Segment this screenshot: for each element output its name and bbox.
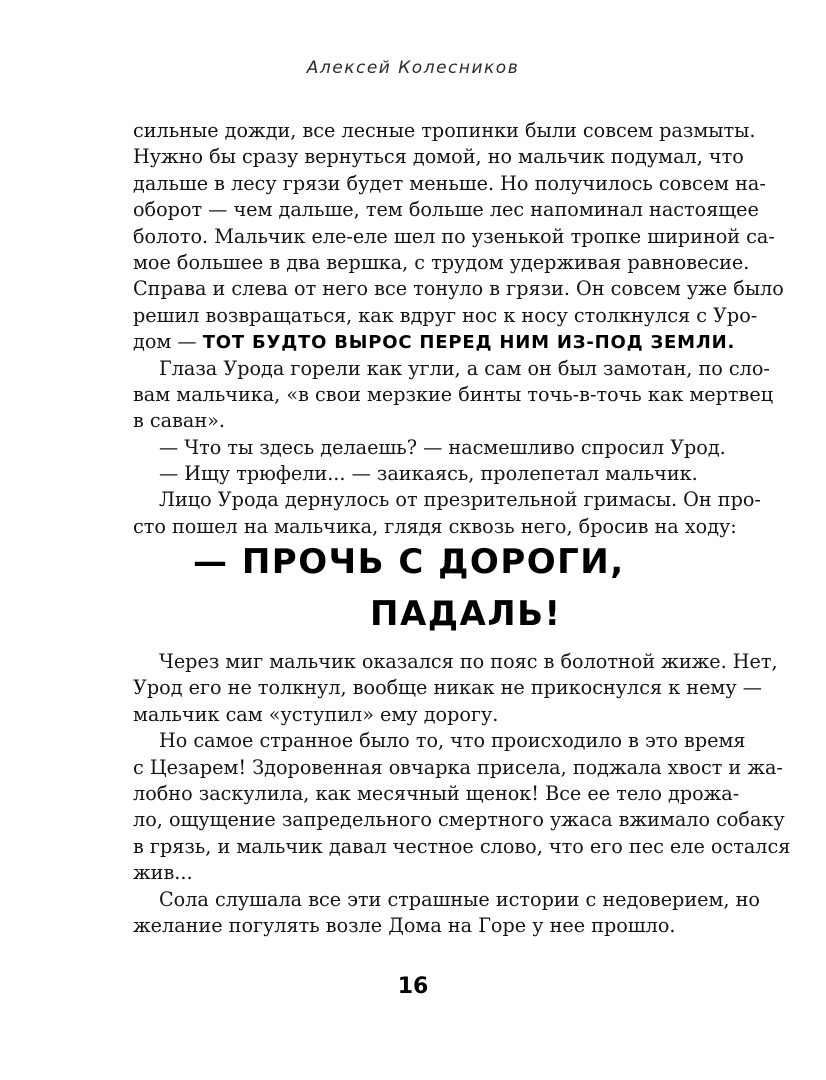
text-line: болото. Мальчик еле-еле шел по узенькой тропке шириной са- [133,224,775,248]
page-number: 16 [397,974,429,999]
text-line: Сола слушала все эти страшные истории с недоверием, но [159,887,760,911]
text-line: Урод его не толкнул, вообще никак не прикоснулся к нему — [133,676,762,700]
text-line: с Цезарем! Здоровенная овчарка присела, поджала хвост и жа- [133,755,783,779]
text-line: ло, ощущение запредельного смертного ужаса вжимало собаку [133,808,785,832]
text-line: в саван». [133,409,225,433]
text-block-top [133,118,784,540]
text-line: Через миг мальчик оказался по пояс в болотной жиже. Нет, [159,650,778,673]
shout-line-1: — ПРОЧЬ С ДОРОГИ, [193,542,625,582]
text-line: оборот — чем дальше, тем больше лес напоминал настоящее [133,198,759,222]
text-line-with-emphasis [133,329,736,355]
text-line: жив... [133,861,193,885]
text-line: лобно заскулила, как месячный щенок! Все ее тело дрожа- [133,781,740,805]
dialogue-line: — Что ты здесь делаешь? — насмешливо спросил Урод. [159,435,726,459]
text-line: мальчик сам «уступил» ему дорогу. [133,702,499,726]
text-line: сильные дожди, все лесные тропинки были совсем размыты. [133,119,756,142]
text-line: вам мальчика, «в свои мерзкие бинты точь-в-точь как мертвец [133,382,774,406]
text-line: мое большее в два вершка, с трудом удерживая равновесие. [133,250,750,274]
text-line: в грязь, и мальчик давал честное слово, что его пес еле остался [133,834,791,858]
text-line: дальше в лесу грязи будет меньше. Но получилось совсем на- [133,171,766,195]
emphasized-phrase: ТОТ БУДТО ВЫРОС ПЕРЕД НИМ ИЗ-ПОД ЗЕМЛИ. [202,332,736,354]
text-line: Лицо Урода дернулось от презрительной гримасы. Он про- [159,488,761,512]
text-line: Глаза Урода горели как угли, а сам он был замотан, по сло- [159,356,770,380]
shout-line-2: ПАДАЛЬ! [370,594,562,634]
text-line: желание погулять возле Дома на Горе у нее прошло. [133,913,676,937]
running-header-author: Алексей Колесников [306,58,520,78]
text-line: Справа и слева от него все тонуло в грязи. Он совсем уже было [133,277,784,301]
text-block-bottom [133,649,791,939]
text-line: Нужно бы сразу вернуться домой, но мальчик подумал, что [133,145,744,169]
text-line: решил возвращаться, как вдруг нос к носу столкнулся с Уро- [133,303,758,327]
dialogue-line: — Ищу трюфели... — заикаясь, пролепетал мальчик. [159,462,698,486]
text-line: Но самое странное было то, что происходило в это время [159,729,746,753]
text-line: сто пошел на мальчика, глядя сквозь него, бросив на ходу: [133,514,737,538]
text-line-lead: дом — [133,330,203,354]
